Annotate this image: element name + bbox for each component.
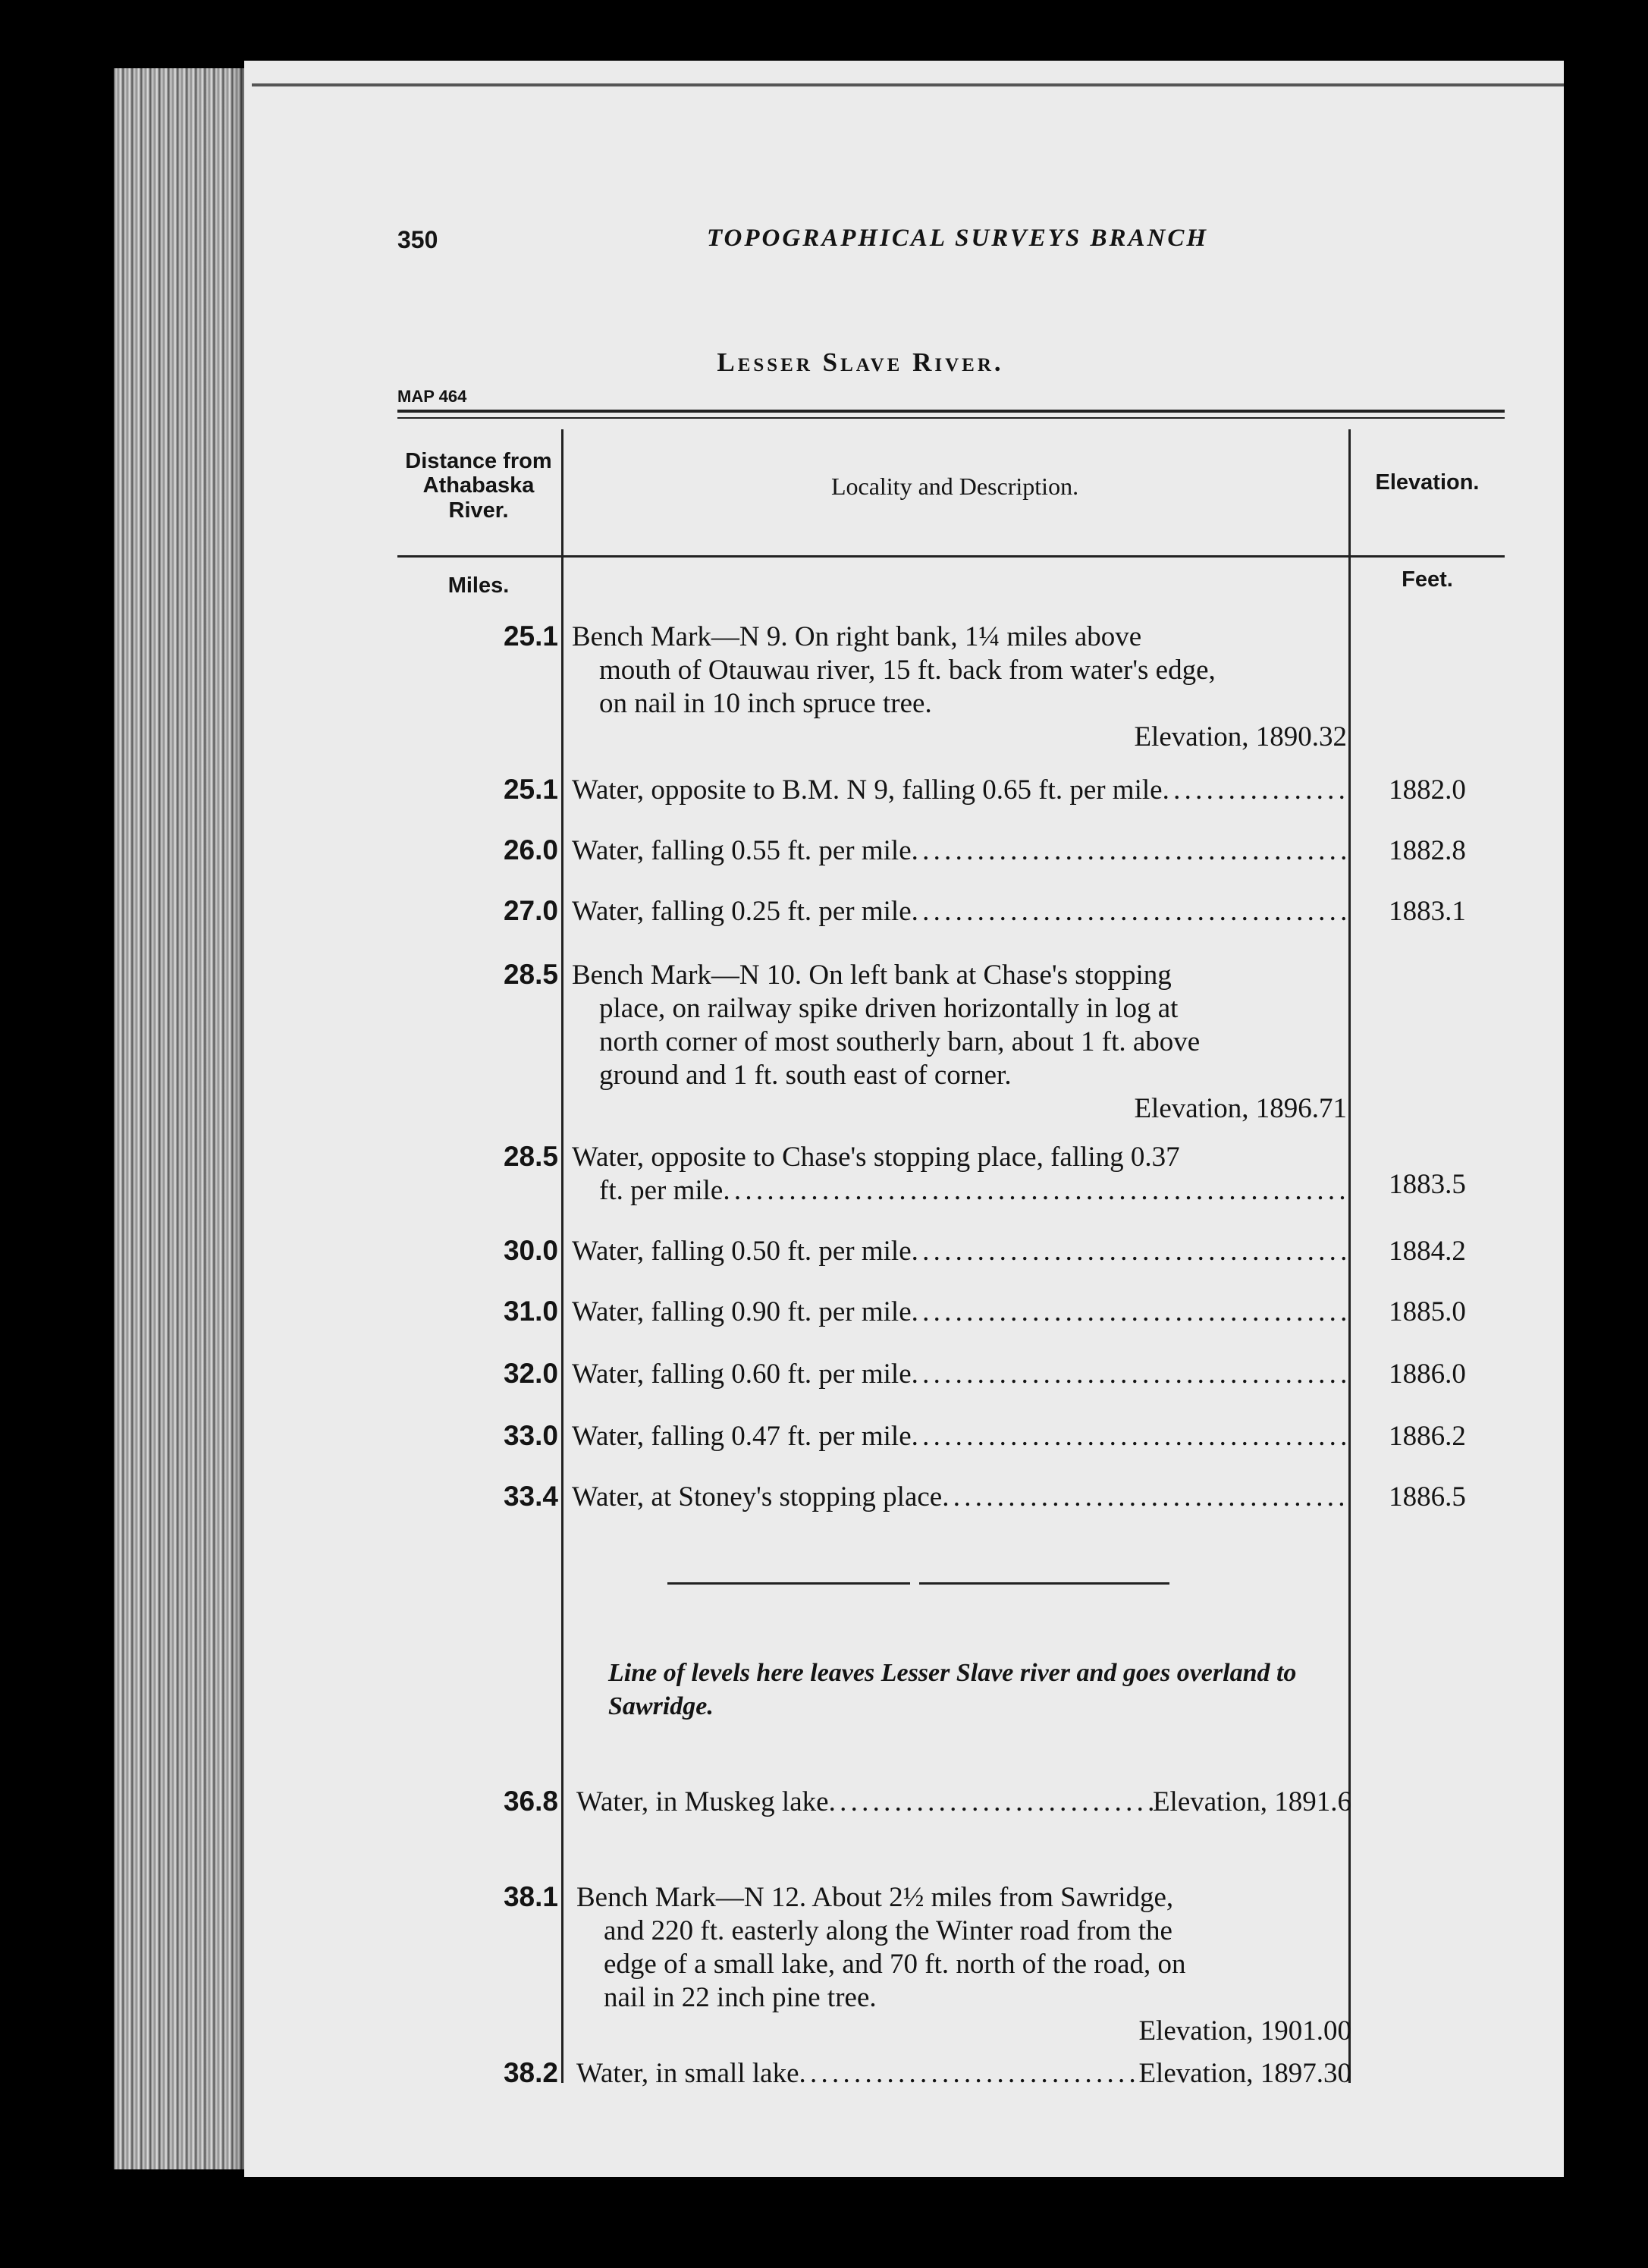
row-elevation: 1886.5 [1389,1481,1466,1513]
desc-line: Water, opposite to Chase's stopping place, falling 0.37 [572,1142,1180,1173]
map-label: MAP 464 [397,387,467,406]
desc-elevation-line: Elevation, 1896.71 [1134,1093,1347,1124]
leader-dots [912,834,1347,868]
row-description [576,1881,1351,2048]
row-description [572,895,1347,928]
row-description [576,2057,1351,2091]
row-elevation: 1882.8 [1389,835,1466,866]
desc-line: edge of a small lake, and 70 ft. north of the road, on [604,1949,1186,1980]
desc-text: ft. per mile [599,1175,724,1206]
table-top-rule [397,410,1505,413]
inline-elevation: Elevation, 1897.30 [1138,2058,1351,2089]
leader-dots [942,1481,1347,1514]
desc-text: Water, falling 0.55 ft. per mile [572,835,912,866]
desc-elevation-line: Elevation, 1890.32 [1134,721,1347,752]
desc-text: Water, at Stoney's stopping place [572,1481,943,1513]
row-elevation: 1883.1 [1389,896,1466,927]
row-description [572,620,1347,754]
row-distance: 28.5 [503,959,558,990]
row-elevation: 1886.0 [1389,1359,1466,1390]
row-description [572,1420,1347,1453]
page-top-edge [252,83,1564,86]
desc-line: place, on railway spike driven horizontally in log at [599,993,1179,1024]
desc-text: Water, opposite to B.M. N 9, falling 0.65 ft. per mile [572,774,1163,806]
row-distance: 27.0 [503,895,558,926]
row-distance: 32.0 [503,1358,558,1389]
row-description [576,1786,1351,1819]
row-elevation: 1882.0 [1389,774,1466,806]
row-distance: 25.1 [503,774,558,805]
row-elevation: 1885.0 [1389,1296,1466,1327]
desc-line: on nail in 10 inch spruce tree. [599,688,932,719]
row-distance: 28.5 [503,1141,558,1172]
section-title [244,347,1477,378]
row-description [572,959,1347,1126]
column-header-elevation: Elevation. [1375,470,1480,495]
column-header-locality: Locality and Description. [830,473,1079,500]
desc-line: Bench Mark—N 10. On left bank at Chase's stopping [572,960,1172,991]
desc-text: Water, falling 0.47 ft. per mile [572,1421,912,1452]
desc-text: Water, in small lake [576,2058,799,2089]
section-note: Line of levels here leaves Lesser Slave river and goes overland to Sawridge. [608,1659,1297,1720]
table-top-rule-thin [397,417,1505,419]
leader-dots [912,895,1347,928]
leader-dots [723,1174,1347,1208]
row-elevation: 1883.5 [1389,1169,1466,1200]
row-distance: 31.0 [503,1296,558,1327]
row-distance: 38.2 [503,2057,558,2088]
leader-dots [912,1296,1347,1329]
column-divider-left [561,429,563,2083]
running-head: TOPOGRAPHICAL SURVEYS BRANCH [707,225,1209,252]
unit-feet: Feet. [1402,567,1453,592]
desc-text: Water, falling 0.25 ft. per mile [572,896,912,927]
row-description [572,1481,1347,1514]
row-description [572,1141,1347,1208]
separator-rule-left [667,1582,910,1585]
unit-miles: Miles. [447,573,510,598]
row-description [572,1296,1347,1329]
section-title-text: Lesser Slave River. [717,347,1004,377]
desc-line: mouth of Otauwau river, 15 ft. back from water's edge, [599,655,1216,686]
row-elevation: 1884.2 [1389,1236,1466,1267]
row-distance: 26.0 [503,834,558,865]
row-distance: 33.0 [503,1420,558,1451]
leader-dots [912,1358,1347,1391]
row-distance: 25.1 [503,620,558,652]
desc-line: Bench Mark—N 9. On right bank, 1¼ miles above [572,621,1142,652]
row-distance: 33.4 [503,1481,558,1512]
leader-dots [912,1420,1347,1453]
leader-dots [1163,774,1347,807]
inline-elevation: Elevation, 1891.6 [1152,1786,1351,1817]
row-description [572,774,1347,807]
row-description [572,1358,1347,1391]
desc-text: Water, in Muskeg lake [576,1786,829,1817]
book-page-edges [114,68,265,2169]
row-distance: 36.8 [503,1786,558,1817]
row-description [572,1235,1347,1268]
leader-dots [912,1235,1347,1268]
column-header-distance: Distance from Athabaska River. [405,449,552,523]
separator-rule-right [919,1582,1169,1585]
desc-line: north corner of most southerly barn, about 1 ft. above [599,1026,1201,1057]
desc-text: Water, falling 0.90 ft. per mile [572,1296,912,1327]
desc-line: and 220 ft. easterly along the Winter road from the [604,1915,1172,1946]
row-description [572,834,1347,868]
desc-line: nail in 22 inch pine tree. [604,1982,877,2013]
desc-text: Water, falling 0.50 ft. per mile [572,1236,912,1267]
row-elevation: 1886.2 [1389,1421,1466,1452]
desc-elevation-line: Elevation, 1901.00 [1138,2015,1351,2047]
leader-dots [829,1786,1153,1819]
document-page [244,61,1564,2177]
row-distance: 38.1 [503,1881,558,1912]
desc-text: Water, falling 0.60 ft. per mile [572,1359,912,1390]
desc-line: ground and 1 ft. south east of corner. [599,1060,1012,1091]
desc-line: Bench Mark—N 12. About 2½ miles from Sawridge, [576,1882,1174,1913]
row-distance: 30.0 [503,1235,558,1266]
header-bottom-rule [397,555,1505,558]
leader-dots [799,2057,1139,2091]
page-number: 350 [397,226,438,253]
column-divider-right [1348,429,1351,2083]
